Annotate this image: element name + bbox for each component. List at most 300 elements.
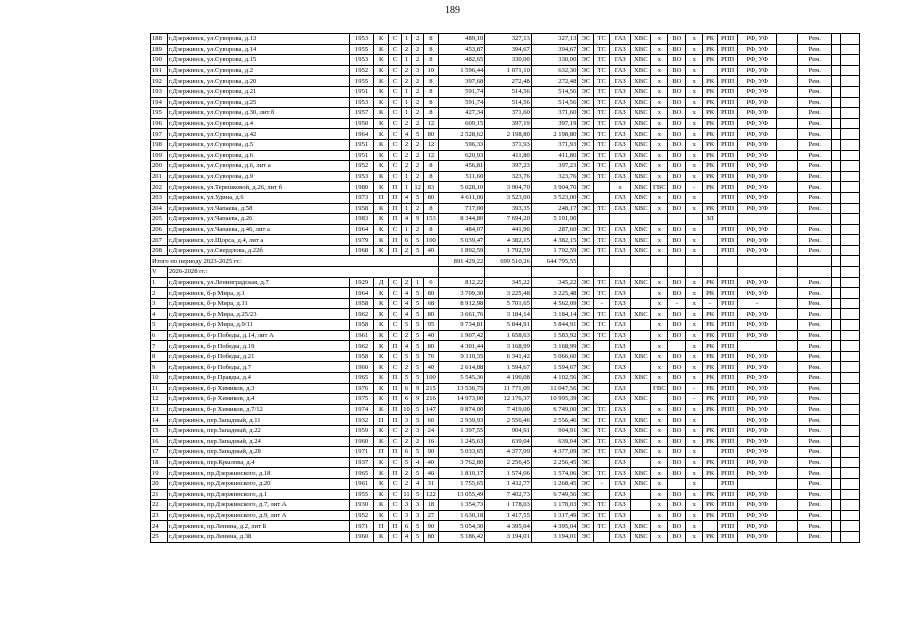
table-cell: 2 556,46	[485, 415, 532, 426]
table-cell: К	[374, 351, 389, 362]
table-cell: 1 755,65	[438, 478, 485, 489]
table-cell: К	[374, 118, 389, 129]
table-cell: 1955	[349, 76, 373, 87]
table-cell: РК	[703, 404, 718, 415]
table-cell	[832, 129, 840, 140]
table-cell: 1953	[349, 97, 373, 108]
table-cell: 1965	[349, 373, 373, 384]
table-cell: 31	[423, 478, 438, 489]
table-cell: г.Дзержинск, ул.Суворова, д.30, лит б	[167, 108, 349, 119]
table-cell	[594, 489, 610, 500]
table-cell: Рем.	[798, 447, 832, 458]
table-cell: РК	[703, 86, 718, 97]
table-cell: ТС	[594, 521, 610, 532]
table-cell: П	[389, 341, 402, 352]
table-cell: ГАЗ	[610, 478, 631, 489]
table-cell: 2	[401, 118, 412, 129]
table-cell	[832, 65, 840, 76]
table-row	[151, 214, 860, 225]
table-cell: РФ, УФ	[738, 86, 777, 97]
table-cell: 4	[401, 214, 412, 225]
table-cell: 345,22	[531, 277, 578, 288]
table-cell: 1	[401, 203, 412, 214]
table-cell	[686, 214, 703, 225]
table-cell: 4 382,15	[531, 235, 578, 246]
table-cell: РФ, УФ	[738, 394, 777, 405]
table-cell: 371,60	[531, 108, 578, 119]
table-cell: 4	[412, 457, 424, 468]
table-cell: 25	[151, 531, 168, 542]
table-cell: 2	[401, 65, 412, 76]
table-cell: 717,00	[438, 203, 485, 214]
table-cell: 1	[401, 55, 412, 66]
table-cell: 8	[423, 76, 438, 87]
table-cell: х	[686, 341, 703, 352]
table-cell: ТС	[594, 44, 610, 55]
table-cell: г.Дзержинск, б-р Победы, д.19	[167, 341, 349, 352]
table-cell: РПП	[718, 425, 738, 436]
table-cell: г.Дзержинск, ул.Терешковой, д.26, лит б	[167, 182, 349, 193]
table-cell	[777, 457, 798, 468]
table-cell: РК	[703, 118, 718, 129]
table-cell: С	[389, 288, 402, 299]
table-cell	[777, 309, 798, 320]
table-cell	[832, 192, 840, 203]
table-cell: 5	[401, 320, 412, 331]
table-cell	[703, 267, 718, 278]
table-cell: 2 556,46	[531, 415, 578, 426]
table-cell	[840, 415, 859, 426]
table-cell: РК	[703, 351, 718, 362]
table-cell: 3	[412, 425, 424, 436]
table-cell: 16	[423, 436, 438, 447]
table-cell: 12	[423, 139, 438, 150]
table-cell: Д	[374, 277, 389, 288]
table-cell	[832, 415, 840, 426]
total-row	[151, 256, 860, 267]
table-cell: ЭС	[578, 383, 594, 394]
table-cell: х	[651, 415, 668, 426]
table-cell: Рем.	[798, 362, 832, 373]
table-cell: 1957	[349, 108, 373, 119]
table-cell: 514,56	[485, 97, 532, 108]
table-cell: 8	[423, 224, 438, 235]
table-cell: г.Дзержинск, б-р Мира, д.1	[167, 288, 349, 299]
table-cell	[840, 192, 859, 203]
table-cell: П	[389, 214, 402, 225]
table-cell	[832, 478, 840, 489]
table-cell: 5	[412, 415, 424, 426]
table-cell: РПП	[718, 171, 738, 182]
table-cell	[594, 383, 610, 394]
table-cell: 14 973,00	[438, 394, 485, 405]
table-cell: ЭС	[578, 161, 594, 172]
table-cell: ТС	[594, 76, 610, 87]
table-cell: х	[686, 330, 703, 341]
table-cell	[668, 478, 686, 489]
table-cell	[777, 65, 798, 76]
table-cell: г.Дзержинск, пр.Дзержинского, д.7, лит А	[167, 500, 349, 511]
table-cell: г.Дзержинск, б-р Химиков, д.7/12	[167, 404, 349, 415]
table-cell: 1955	[349, 44, 373, 55]
table-cell: РФ, УФ	[738, 108, 777, 119]
table-cell: РПП	[718, 118, 738, 129]
table-cell: РПП	[718, 362, 738, 373]
table-cell: К	[374, 457, 389, 468]
table-cell	[631, 457, 651, 468]
table-cell: ГАЗ	[610, 457, 631, 468]
table-cell: ГАЗ	[610, 468, 631, 479]
table-cell: ГАЗ	[610, 373, 631, 384]
table-row	[151, 129, 860, 140]
table-cell	[832, 288, 840, 299]
table-cell: 1 178,03	[485, 500, 532, 511]
table-cell	[840, 510, 859, 521]
table-cell: ХВС	[631, 351, 651, 362]
table-cell: 397,68	[438, 76, 485, 87]
table-cell: 1971	[349, 521, 373, 532]
table-cell: РПП	[718, 521, 738, 532]
table-cell: Рем.	[798, 118, 832, 129]
table-cell	[777, 161, 798, 172]
table-cell	[578, 256, 594, 267]
table-cell: РПП	[718, 383, 738, 394]
table-cell: ХВС	[631, 150, 651, 161]
table-cell	[777, 425, 798, 436]
table-cell: ЭС	[578, 500, 594, 511]
table-cell: К	[374, 139, 389, 150]
table-cell: х	[686, 309, 703, 320]
table-cell	[832, 86, 840, 97]
table-cell	[777, 44, 798, 55]
table-cell: ЭС	[578, 394, 594, 405]
table-cell: ХВС	[631, 171, 651, 182]
table-cell: П	[389, 394, 402, 405]
table-cell	[832, 224, 840, 235]
table-cell	[832, 161, 840, 172]
table-cell	[703, 65, 718, 76]
table-cell: РК	[703, 436, 718, 447]
table-cell	[738, 267, 777, 278]
page-number: 189	[445, 5, 460, 16]
table-cell: 1950	[349, 118, 373, 129]
table-cell: П	[389, 192, 402, 203]
table-cell: К	[374, 436, 389, 447]
table-cell: РПП	[718, 55, 738, 66]
table-cell	[840, 521, 859, 532]
table-cell: ГАЗ	[610, 65, 631, 76]
table-cell: ЭС	[578, 457, 594, 468]
table-cell: х	[651, 288, 668, 299]
table-cell	[832, 500, 840, 511]
table-cell	[631, 320, 651, 331]
table-row	[151, 351, 860, 362]
table-cell: 5	[412, 288, 424, 299]
table-cell: ЭС	[578, 468, 594, 479]
table-cell	[840, 383, 859, 394]
table-cell: РФ, УФ	[738, 34, 777, 45]
table-row	[151, 436, 860, 447]
table-cell: 1 268,45	[531, 478, 578, 489]
table-cell: 3	[151, 298, 168, 309]
table-cell: х	[686, 362, 703, 373]
table-cell: ВО	[668, 182, 686, 193]
table-cell: Рем.	[798, 521, 832, 532]
table-cell: РК	[703, 34, 718, 45]
table-cell: 1975	[349, 394, 373, 405]
table-cell: ЭС	[578, 55, 594, 66]
table-cell: 203	[151, 192, 168, 203]
table-cell: г.Дзержинск, ул.Суворова, д.21	[167, 86, 349, 97]
table-cell: 639,04	[531, 436, 578, 447]
table-cell: Рем.	[798, 373, 832, 384]
table-cell: РПП	[718, 288, 738, 299]
table-cell: РК	[703, 129, 718, 140]
table-cell: ЭС	[578, 510, 594, 521]
table-cell: РФ, УФ	[738, 118, 777, 129]
table-cell	[832, 531, 840, 542]
table-cell: ГАЗ	[610, 521, 631, 532]
table-cell: ЭС	[578, 150, 594, 161]
table-cell: К	[374, 224, 389, 235]
table-cell: х	[651, 108, 668, 119]
table-cell: 1 907,42	[438, 330, 485, 341]
table-cell: г.Дзержинск, б-р Химиков, д.4	[167, 394, 349, 405]
table-cell: ЭС	[578, 235, 594, 246]
table-cell: г.Дзержинск, ул.Суворова, д.42	[167, 129, 349, 140]
table-cell: ВО	[668, 277, 686, 288]
table-cell: ТС	[594, 139, 610, 150]
table-cell: 4	[401, 341, 412, 352]
table-cell: х	[686, 489, 703, 500]
table-cell: Рем.	[798, 351, 832, 362]
table-cell	[777, 129, 798, 140]
table-cell: ВО	[668, 425, 686, 436]
table-cell	[578, 214, 594, 225]
table-cell: К	[374, 161, 389, 172]
table-cell	[738, 256, 777, 267]
table-cell: 4	[401, 288, 412, 299]
table-cell	[832, 214, 840, 225]
table-cell: ТС	[594, 415, 610, 426]
table-cell	[531, 267, 578, 278]
table-cell: Рем.	[798, 203, 832, 214]
table-cell: 514,56	[485, 86, 532, 97]
table-cell: 2	[412, 203, 424, 214]
table-cell: -	[703, 298, 718, 309]
table-cell: 40	[423, 468, 438, 479]
table-cell	[594, 457, 610, 468]
table-cell: ТС	[594, 171, 610, 182]
table-cell: 80	[423, 341, 438, 352]
table-cell: ВО	[668, 383, 686, 394]
table-cell: ВО	[668, 457, 686, 468]
table-cell: ВО	[668, 510, 686, 521]
table-cell: Рем.	[798, 341, 832, 352]
table-cell	[777, 86, 798, 97]
table-cell	[832, 267, 840, 278]
table-cell: 5	[412, 489, 424, 500]
table-cell: 5	[412, 298, 424, 309]
table-cell: 397,19	[531, 118, 578, 129]
table-cell: х	[686, 97, 703, 108]
table-cell: РПП	[718, 65, 738, 76]
table-cell: 14	[151, 415, 168, 426]
table-cell	[777, 298, 798, 309]
total-value: 644 795,55	[531, 256, 578, 267]
table-cell: Рем.	[798, 235, 832, 246]
table-cell: ВО	[668, 235, 686, 246]
table-cell	[832, 171, 840, 182]
table-cell: 1958	[349, 320, 373, 331]
table-cell: 2	[401, 161, 412, 172]
table-cell: РПП	[718, 320, 738, 331]
table-cell: 5 101,90	[531, 214, 578, 225]
table-cell: 3 661,76	[438, 309, 485, 320]
table-cell: С	[389, 97, 402, 108]
table-cell: 19	[151, 468, 168, 479]
table-cell	[840, 341, 859, 352]
table-cell: К	[374, 373, 389, 384]
table-cell: П	[374, 192, 389, 203]
table-cell: РК	[703, 489, 718, 500]
table-cell: 5	[412, 309, 424, 320]
table-cell: РФ, УФ	[738, 139, 777, 150]
table-cell: 199	[151, 150, 168, 161]
table-cell: 1979	[349, 235, 373, 246]
table-cell: ЭС	[578, 404, 594, 415]
table-cell: ТС	[594, 118, 610, 129]
table-cell: РФ, УФ	[738, 150, 777, 161]
table-cell: х	[651, 351, 668, 362]
table-cell: ХВС	[631, 447, 651, 458]
table-cell: РФ, УФ	[738, 161, 777, 172]
table-cell: С	[389, 76, 402, 87]
table-cell: 5	[412, 447, 424, 458]
table-cell	[840, 373, 859, 384]
table-row	[151, 404, 860, 415]
table-cell: 411,80	[485, 150, 532, 161]
table-cell: ГАЗ	[610, 192, 631, 203]
table-cell: 9	[412, 383, 424, 394]
table-cell: 2	[412, 55, 424, 66]
table-cell: 194	[151, 97, 168, 108]
table-cell: 2	[412, 44, 424, 55]
table-cell: Рем.	[798, 436, 832, 447]
table-cell: ТС	[594, 161, 610, 172]
table-cell: 1965	[349, 468, 373, 479]
table-cell: 207	[151, 235, 168, 246]
table-cell: 8	[423, 34, 438, 45]
table-cell: Рем.	[798, 478, 832, 489]
table-cell: С	[389, 161, 402, 172]
table-cell: 1953	[349, 34, 373, 45]
table-cell: 8	[423, 55, 438, 66]
table-cell: РК	[703, 55, 718, 66]
table-cell: 330,00	[485, 55, 532, 66]
table-cell: ТС	[594, 34, 610, 45]
table-cell: С	[389, 129, 402, 140]
table-cell: х	[651, 500, 668, 511]
table-cell: РФ, УФ	[738, 425, 777, 436]
table-cell: 639,04	[485, 436, 532, 447]
table-cell: 1 892,59	[438, 245, 485, 256]
table-cell: РПП	[718, 373, 738, 384]
table-cell: 5 701,65	[485, 298, 532, 309]
table-cell: ВО	[668, 65, 686, 76]
table-cell: 1952	[349, 65, 373, 76]
table-cell: х	[610, 182, 631, 193]
table-cell: х	[651, 118, 668, 129]
table-cell	[798, 267, 832, 278]
table-cell: ГАЗ	[610, 394, 631, 405]
table-cell: 1 658,63	[485, 330, 532, 341]
table-cell: РПП	[718, 394, 738, 405]
table-cell: х	[651, 97, 668, 108]
table-cell: ВО	[668, 330, 686, 341]
table-cell: ВО	[668, 415, 686, 426]
table-cell	[777, 404, 798, 415]
table-cell: -	[668, 298, 686, 309]
table-cell: РПП	[718, 108, 738, 119]
table-cell	[832, 489, 840, 500]
table-cell: ХВС	[631, 129, 651, 140]
table-cell: х	[651, 224, 668, 235]
table-cell	[832, 256, 840, 267]
table-cell: х	[686, 531, 703, 542]
table-row	[151, 224, 860, 235]
table-cell: ХВС	[631, 203, 651, 214]
table-cell: 192	[151, 76, 168, 87]
table-cell: 5 844,91	[531, 320, 578, 331]
table-cell: ВО	[668, 245, 686, 256]
table-cell: х	[686, 65, 703, 76]
table-cell: 427,34	[438, 108, 485, 119]
table-cell: К	[374, 76, 389, 87]
table-cell: С	[389, 298, 402, 309]
table-cell: -	[594, 478, 610, 489]
table-cell: К	[374, 309, 389, 320]
table-cell: РК	[703, 161, 718, 172]
table-cell	[777, 34, 798, 45]
table-cell	[832, 521, 840, 532]
table-cell: 272,48	[531, 76, 578, 87]
table-cell: х	[686, 44, 703, 55]
table-cell: 8 912,98	[438, 298, 485, 309]
table-cell: П	[389, 415, 402, 426]
table-cell	[651, 256, 668, 267]
table-row	[151, 510, 860, 521]
table-cell	[631, 341, 651, 352]
table-cell: К	[374, 86, 389, 97]
table-cell: 204	[151, 203, 168, 214]
table-cell: х	[651, 478, 668, 489]
table-cell: г.Дзержинск, б-р Победы, д.7	[167, 362, 349, 373]
table-cell: П	[389, 245, 402, 256]
table-cell	[631, 500, 651, 511]
table-row	[151, 383, 860, 394]
table-cell	[631, 214, 651, 225]
table-cell: х	[651, 320, 668, 331]
table-cell: 4	[401, 531, 412, 542]
table-cell	[777, 415, 798, 426]
table-cell: К	[374, 394, 389, 405]
table-cell: 3 194,01	[531, 531, 578, 542]
table-cell: ГАЗ	[610, 320, 631, 331]
table-cell: х	[686, 447, 703, 458]
table-cell: 5	[412, 373, 424, 384]
table-cell: С	[389, 44, 402, 55]
